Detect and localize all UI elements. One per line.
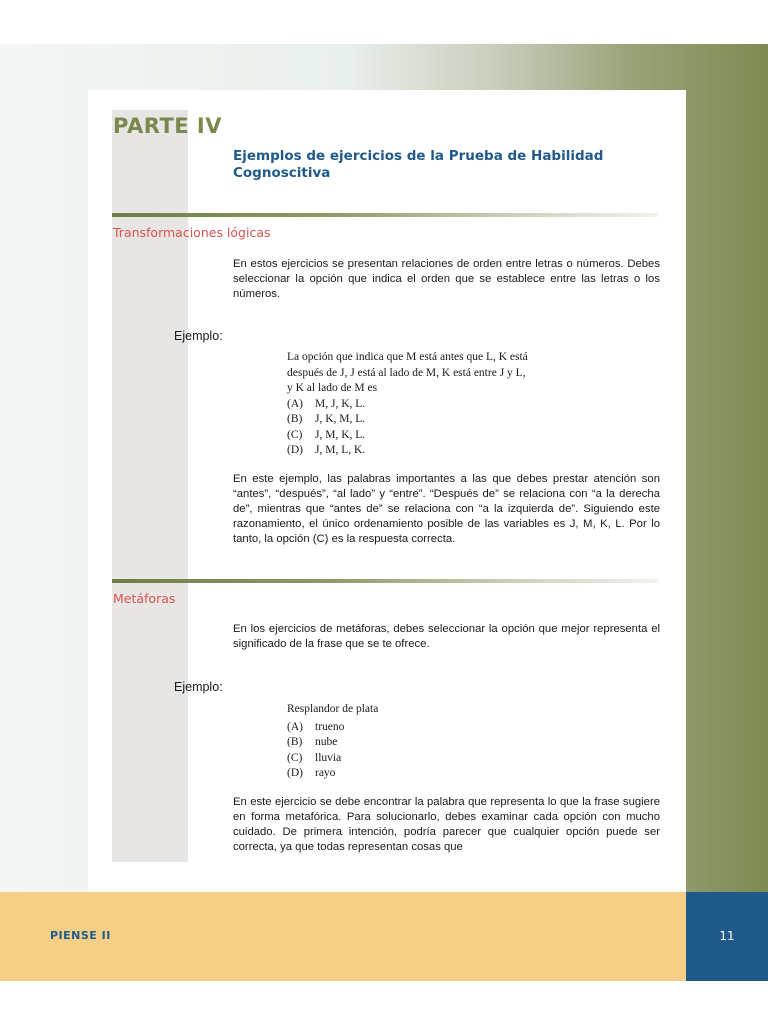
option-d <box>287 766 567 782</box>
option-c <box>287 428 567 444</box>
option-letter: (D) <box>287 444 303 456</box>
footer-title: PIENSE II <box>50 929 111 942</box>
option-b <box>287 412 567 428</box>
option-b <box>287 735 567 751</box>
question-line: y K al lado de M es <box>287 382 378 394</box>
section-divider <box>112 213 658 217</box>
option-letter: (A) <box>287 720 303 733</box>
example-label: Ejemplo: <box>174 680 223 694</box>
example-explanation: En este ejercicio se debe encontrar la palabra que representa lo que la frase sugiere en forma metafórica. Para solucionarlo, debes examinar cada opción con mucho cuidado. De primera intención, podría parecer que cualquier opción puede ser correcta, ya que todas representan cosas que <box>233 796 660 853</box>
section-intro: En estos ejercicios se presentan relaciones de orden entre letras o números. Debes seleccionar la opción que indica el orden que se establece entre las letras o los números. <box>233 258 660 300</box>
example-explanation: En este ejemplo, las palabras importantes a las que debes prestar atención son “antes”, “después”, “al lado” y “entre”. “Después de” se relaciona con “a la derecha de”, mientras que “antes de” se relaciona con “a la izquierda de”. Siguiendo este razonamiento, el único ordenamiento posible de las variables es J, M, K, L. Por lo tanto, la opción (C) es la respuesta correcta. <box>233 473 660 545</box>
page-number: 11 <box>719 929 735 943</box>
option-text: lluvia <box>315 751 342 764</box>
option-text: nube <box>315 736 338 748</box>
option-letter: (D) <box>287 767 303 779</box>
question-line: Resplandor de plata <box>287 703 379 715</box>
option-letter: (B) <box>287 736 303 748</box>
section-intro: En los ejercicios de metáforas, debes seleccionar la opción que mejor representa el significado de la frase que se te ofrece. <box>233 623 660 650</box>
option-text: rayo <box>315 767 336 779</box>
example-question-block <box>287 350 567 459</box>
option-letter: (B) <box>287 413 303 425</box>
example-label: Ejemplo: <box>174 329 223 343</box>
option-a <box>287 397 567 413</box>
option-text: trueno <box>315 720 345 733</box>
option-letter: (A) <box>287 397 303 410</box>
part-title: PARTE IV <box>113 114 222 138</box>
example-question-block <box>287 702 567 782</box>
section-heading-metaforas: Metáforas <box>113 591 176 606</box>
section-heading-transformaciones: Transformaciones lógicas <box>113 225 271 240</box>
page-subtitle: Ejemplos de ejercicios de la Prueba de Habilidad Cognoscitiva <box>233 148 604 181</box>
question-line: La opción que indica que M está antes que L, K está <box>287 351 528 363</box>
question-line: después de J, J está al lado de M, K está entre J y L, <box>287 366 526 379</box>
option-text: J, M, K, L. <box>315 428 366 441</box>
option-c <box>287 751 567 767</box>
option-letter: (C) <box>287 751 303 764</box>
option-text: M, J, K, L. <box>315 397 366 410</box>
option-text: J, M, L, K. <box>315 444 366 456</box>
option-text: J, K, M, L. <box>315 413 366 425</box>
option-d <box>287 443 567 459</box>
section-divider <box>112 579 658 583</box>
option-a <box>287 720 567 736</box>
margin-strip <box>112 110 188 862</box>
option-letter: (C) <box>287 428 303 441</box>
